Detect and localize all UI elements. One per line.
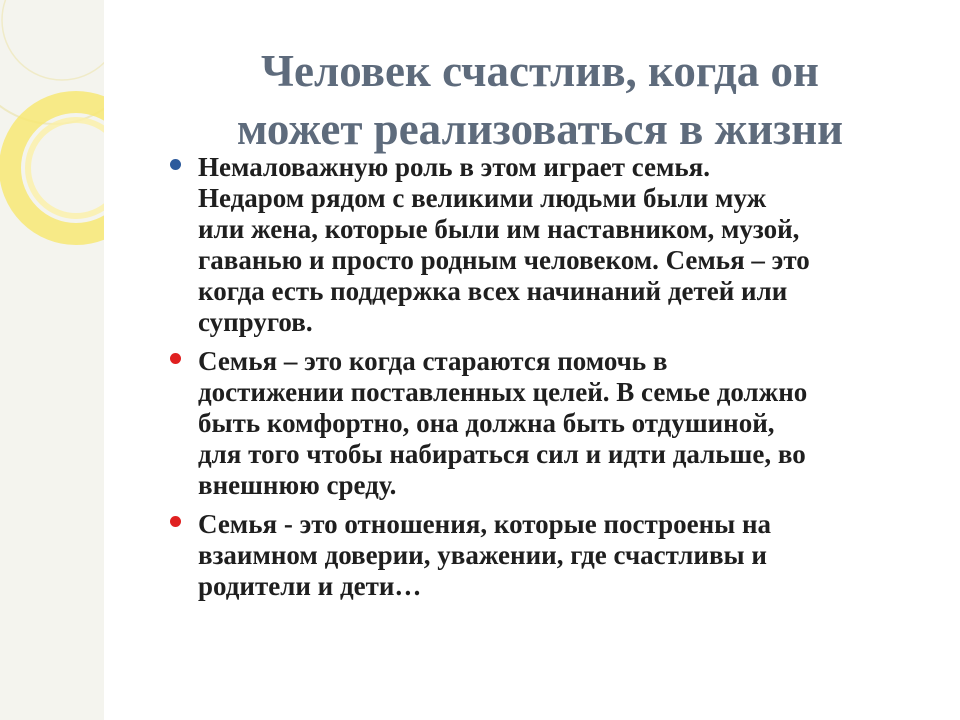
decorative-side-strip xyxy=(0,0,104,720)
bullet-line: достижении поставленных целей. В семье должно xyxy=(198,377,808,407)
bullet-list xyxy=(170,152,930,610)
bullet-line: гаванью и просто родным человеком. Семья – это xyxy=(198,245,810,275)
slide-title-line: Человек счастлив, когда он xyxy=(261,46,819,96)
bullet-line: внешнюю среду. xyxy=(198,470,397,500)
decorative-rings-icon xyxy=(0,0,104,720)
slide-title-line: может реализоваться в жизни xyxy=(236,104,844,154)
bullet-text xyxy=(198,509,930,602)
bullet-item xyxy=(170,346,930,501)
bullet-line: Недаром рядом с великими людьми были муж xyxy=(198,183,767,213)
bullet-line: Немаловажную роль в этом играет семья. xyxy=(198,152,711,182)
bullet-line: или жена, которые были им наставником, музой, xyxy=(198,214,800,244)
bullet-item xyxy=(170,509,930,602)
slide-title xyxy=(150,42,930,158)
bullet-text xyxy=(198,152,930,338)
bullet-line: когда есть поддержка всех начинаний детей или xyxy=(198,276,788,306)
bullet-item xyxy=(170,152,930,338)
bullet-line: Семья – это когда стараются помочь в xyxy=(198,346,668,376)
bullet-line: Семья - это отношения, которые построены на xyxy=(198,509,772,539)
bullet-line: быть комфортно, она должна быть отдушиной, xyxy=(198,408,775,438)
red-bullet-icon xyxy=(170,516,181,527)
bullet-line: родители и дети… xyxy=(198,571,422,601)
bullet-line: супругов. xyxy=(198,307,313,337)
bullet-text xyxy=(198,346,930,501)
bullet-line: для того чтобы набираться сил и идти дальше, во xyxy=(198,439,806,469)
blue-bullet-icon xyxy=(170,159,181,170)
red-bullet-icon xyxy=(170,353,181,364)
bullet-line: взаимном доверии, уважении, где счастливы и xyxy=(198,540,767,570)
